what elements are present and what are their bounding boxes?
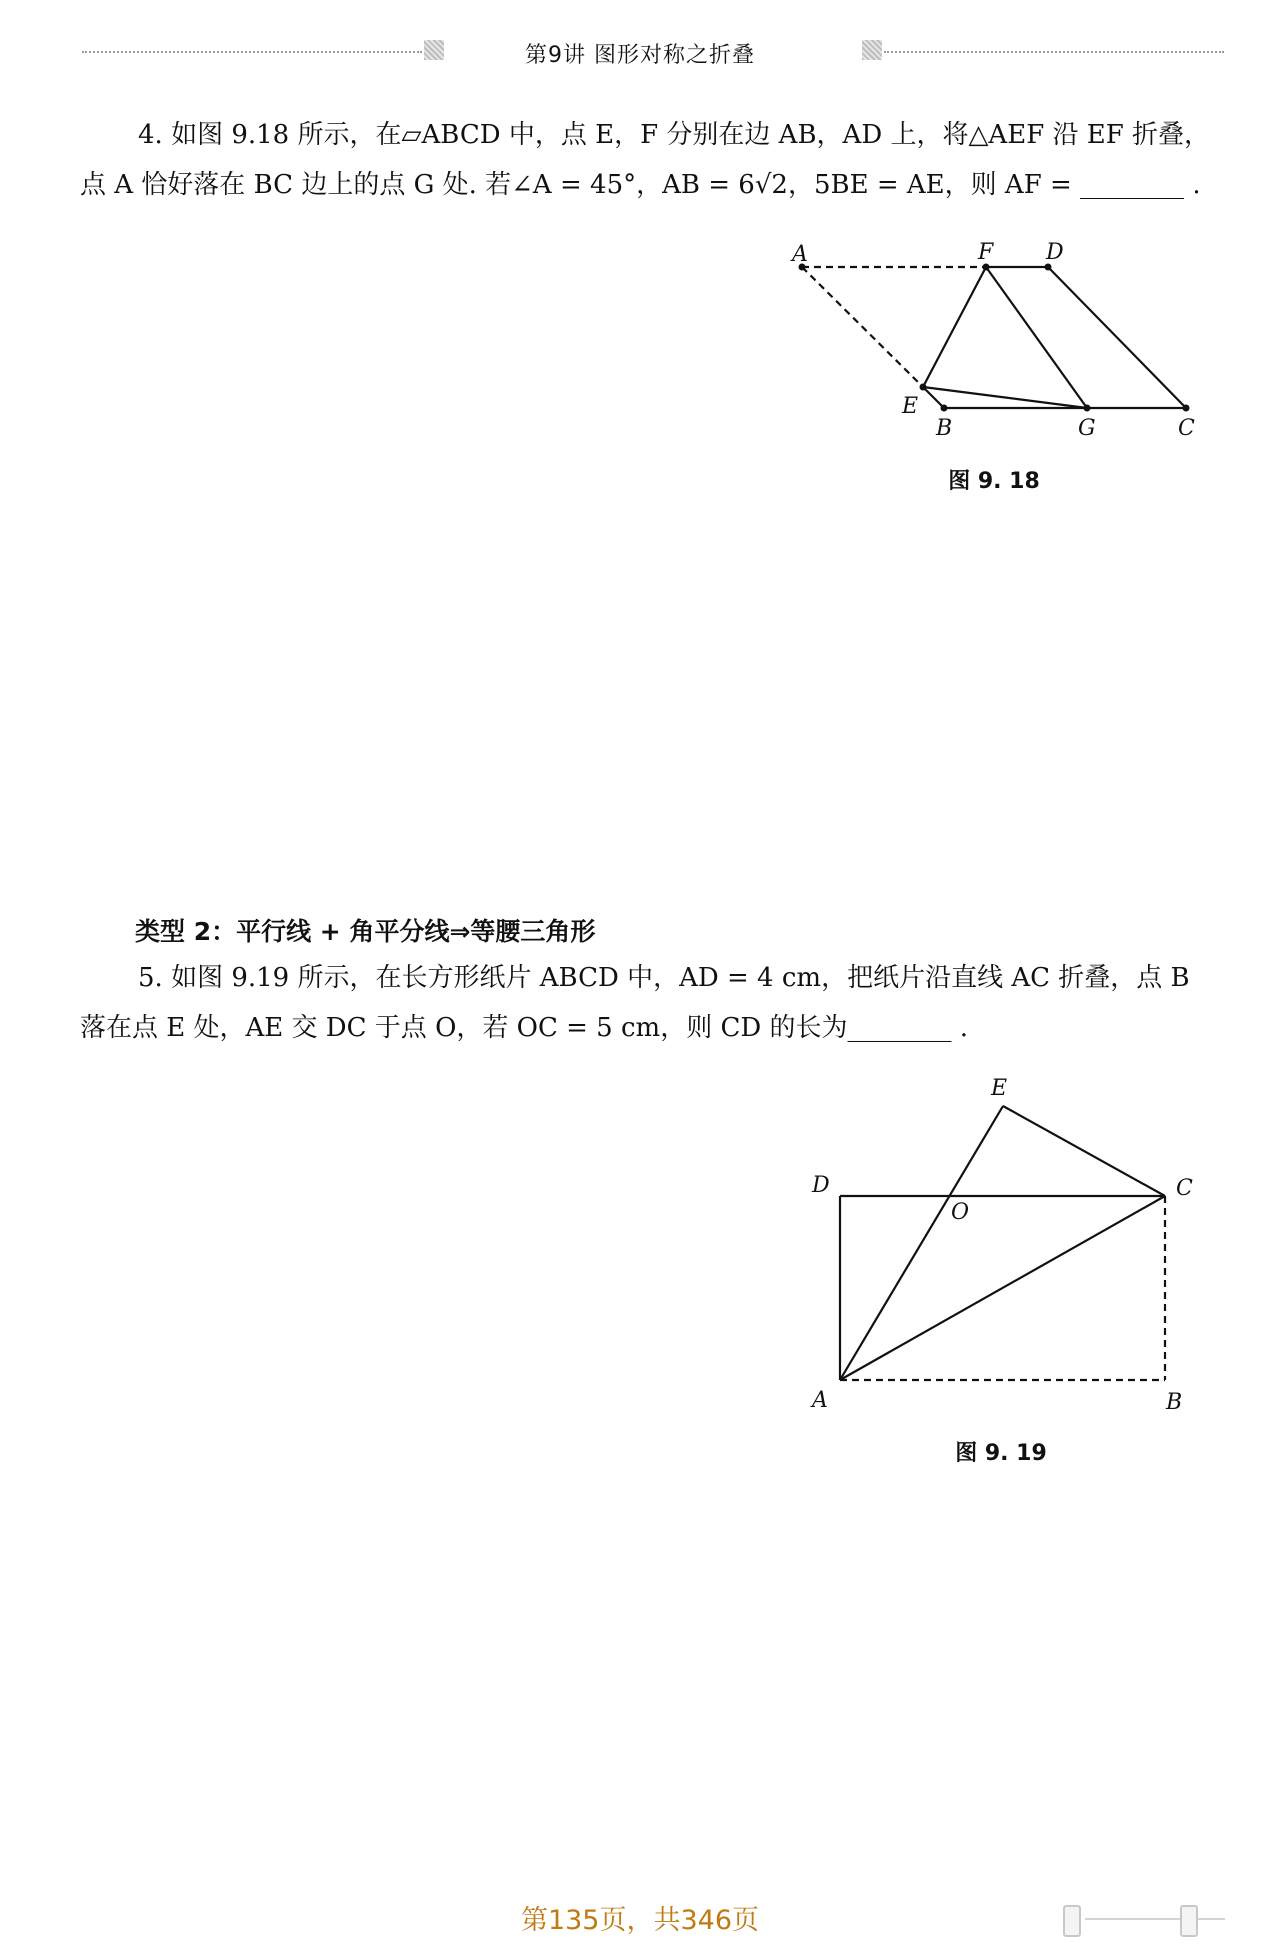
- section-title: 类型 2：平行线 + 角平分线⇒等腰三角形: [135, 917, 596, 946]
- problem-4-line-1: 4. 如图 9.18 所示，在▱ABCD 中，点 E，F 分别在边 AB，AD 上，将△AEF 沿 EF 折叠，: [138, 120, 1211, 150]
- header-rule-left: [82, 51, 422, 53]
- figure-9-19-caption: 图 9. 19: [955, 1441, 1047, 1466]
- label-G: G: [1078, 416, 1096, 441]
- label-B: B: [936, 416, 953, 441]
- header-ornament-right: [862, 40, 882, 60]
- segment-FG: [986, 267, 1087, 408]
- segment-AC: [840, 1196, 1165, 1380]
- segment-DC: [1048, 267, 1186, 408]
- figure-9-19: [800, 1075, 1220, 1415]
- point-C: [1183, 405, 1190, 412]
- segment-FE: [923, 267, 986, 387]
- problem-5-line-1: 5. 如图 9.19 所示，在长方形纸片 ABCD 中，AD = 4 cm，把纸片沿直线 AC 折叠，点 B: [138, 963, 1190, 993]
- prev-page-icon[interactable]: [1063, 1905, 1081, 1937]
- label-D: D: [812, 1173, 830, 1198]
- label-A: A: [792, 242, 808, 267]
- label-A: A: [812, 1388, 828, 1413]
- label-C: C: [1176, 1176, 1193, 1201]
- label-D: D: [1046, 240, 1064, 265]
- point-G: [1084, 405, 1091, 412]
- segment-EC: [1003, 1106, 1165, 1196]
- point-E: [920, 384, 927, 391]
- label-O: O: [951, 1200, 970, 1225]
- segment-AE-dashed: [802, 267, 923, 387]
- problem-4: [80, 110, 1230, 210]
- problem-5: [80, 953, 1230, 1053]
- point-B: [941, 405, 948, 412]
- next-page-icon[interactable]: [1180, 1905, 1198, 1937]
- problem-5-line-2: 落在点 E 处，AE 交 DC 于点 O，若 OC = 5 cm，则 CD 的长为________ .: [80, 1013, 968, 1043]
- label-E: E: [902, 394, 919, 419]
- header-rule-right: [884, 51, 1224, 53]
- problem-4-line-2: 点 A 恰好落在 BC 边上的点 G 处. 若∠A = 45°，AB = 6√2，5BE = AE，则 AF = ________ .: [80, 170, 1201, 200]
- page-header-title: 第9讲 图形对称之折叠: [525, 43, 755, 68]
- page-number: 第135页，共346页: [520, 1905, 760, 1936]
- segment-AE: [840, 1106, 1003, 1380]
- segment-EG: [923, 387, 1087, 408]
- figure-9-18: [780, 235, 1240, 455]
- header-ornament-left: [424, 40, 444, 60]
- label-C: C: [1178, 416, 1195, 441]
- label-E: E: [991, 1076, 1008, 1101]
- label-B: B: [1166, 1390, 1183, 1415]
- page-scroll-track[interactable]: [1085, 1918, 1225, 1920]
- figure-9-18-caption: 图 9. 18: [948, 469, 1040, 494]
- label-F: F: [978, 240, 994, 265]
